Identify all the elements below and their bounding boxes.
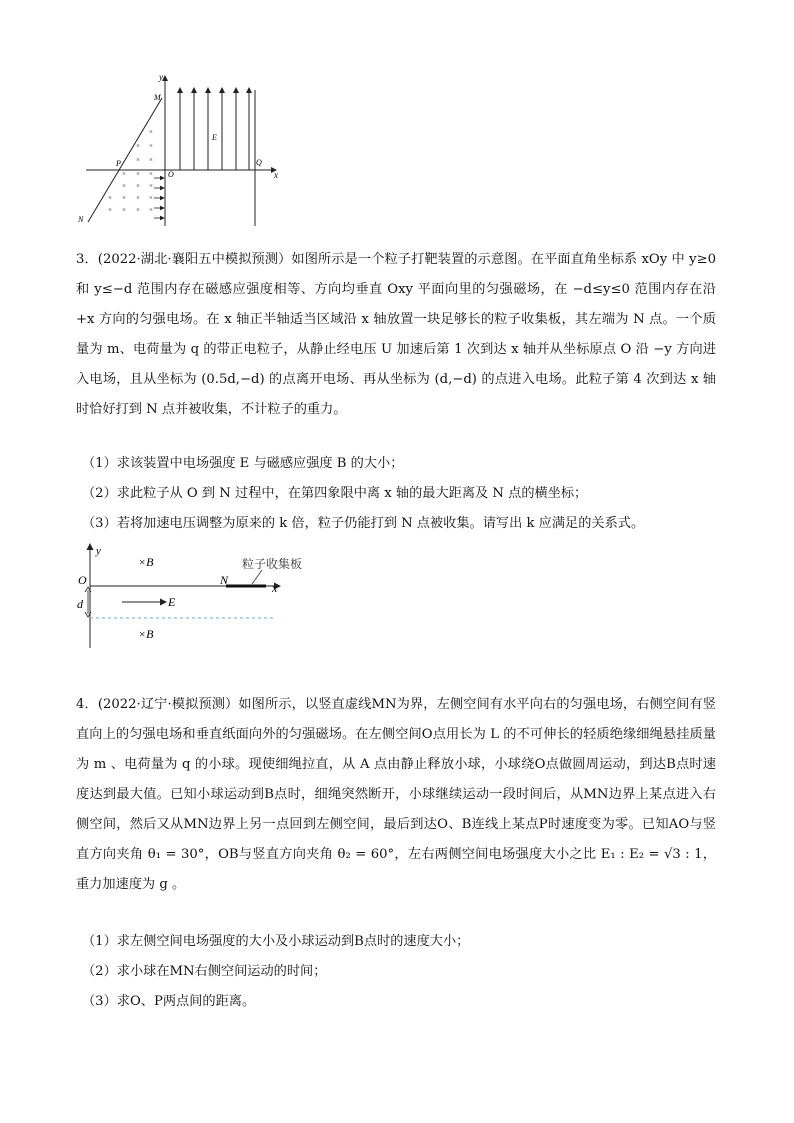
svg-text:×: ×: [136, 182, 140, 190]
label-n-2: N: [220, 573, 229, 587]
label-o-2: O: [78, 573, 87, 587]
problem-4-question-2: （2）求小球在MN右侧空间运动的时间；: [82, 964, 327, 979]
label-p: P: [116, 159, 121, 168]
label-b-top: ×B: [138, 555, 154, 569]
svg-text:×: ×: [136, 194, 140, 202]
field-arrows-up: [180, 88, 249, 170]
svg-text:×: ×: [149, 182, 153, 190]
svg-text:×: ×: [122, 194, 126, 202]
label-e-2: E: [168, 595, 176, 609]
figure-field-diagram: [74, 70, 284, 230]
label-d: d: [77, 597, 83, 611]
magnetic-field-crosses: [108, 128, 153, 214]
problem-3-text: 3．(2022·湖北·襄阳五中模拟预测）如图所示是一个粒子打靶装置的示意图。在平面直角坐标系 xOy 中 y≥0和 y≤−d 范围内存在磁感应强度相等、方向均垂直 Oxy 平面向里的匀强磁场，在 −d≤y≤0 范围内存在沿 +x 方向的匀强电场。在 x 轴正半轴适当区域沿 x 轴放置一块足够长的粒子收集板，其左端为 N 点。一个质量为 m、电荷量为 q 的带正电粒子，从静止经电压 U 加速后第 1 次到达 x 轴并从坐标原点 O 沿 −y 方向进入电场，且从坐标为 (0.5d,−d) 的点离开电场、再从坐标为 (d,−d) 的点进入电场。此粒子第 4 次到达 x 轴时恰好打到 N 点并被收集，不计粒子的重力。: [76, 252, 716, 417]
figure-target-device: [74, 540, 303, 650]
svg-text:×: ×: [149, 170, 153, 178]
problem-3-question-1: （1）求该装置中电场强度 E 与磁感应强度 B 的大小；: [82, 456, 404, 471]
svg-text:×: ×: [149, 128, 153, 136]
svg-text:×: ×: [136, 206, 140, 214]
svg-text:×: ×: [122, 206, 126, 214]
label-b-bottom: ×B: [138, 627, 154, 641]
label-x-2: x: [272, 581, 278, 595]
label-x: x: [274, 170, 278, 180]
problem-4-question-3: （3）求O、P两点间的距离。: [82, 994, 256, 1009]
svg-text:×: ×: [108, 206, 112, 214]
problem-3-question-2: （2）求此粒子从 O 到 N 过程中，在第四象限中离 x 轴的最大距离及 N 点的横坐标；: [82, 486, 588, 501]
board-pointer: [252, 570, 262, 584]
problem-4-text: 4．(2022·辽宁·模拟预测）如图所示，以竖直虚线MN为界，左侧空间有水平向右的匀强电场，右侧空间有竖直向上的匀强电场和垂直纸面向外的匀强磁场。在左侧空间O点用长为 L 的不可伸长的轻质绝缘细绳悬挂质量为 m 、电荷量为 q 的小球。现使细绳拉直，从 A 点由静止释放小球，小球绕O点做圆周运动，到达B点时速度达到最大值。已知小球运动到B点时，细绳突然断开，小球继续运动一段时间后，从MN边界上某点进入右侧空间，然后又从MN边界上另一点回到左侧空间，最后到达O、B连线上某点P时速度变为零。已知AO与竖直方向夹角 θ₁ = 30°，OB与竖直方向夹角 θ₂ = 60°，左右两侧空间电场强度大小之比 E₁ : E₂ = √3 : 1，重力加速度为 g 。: [76, 697, 716, 892]
field-arrows-right: [154, 178, 164, 218]
svg-text:×: ×: [122, 182, 126, 190]
svg-text:×: ×: [136, 142, 140, 150]
problem-3-question-3: （3）若将加速电压调整为原来的 k 倍，粒子仍能打到 N 点被收集。请写出 k 应满足的关系式。: [82, 516, 645, 531]
label-m: M: [154, 93, 161, 102]
svg-text:×: ×: [122, 170, 126, 178]
label-e: E: [212, 133, 217, 142]
label-q: Q: [256, 158, 262, 167]
label-y-2: y: [96, 545, 101, 557]
label-o: O: [168, 170, 174, 179]
svg-text:×: ×: [149, 156, 153, 164]
problem-4-question-1: （1）求左侧空间电场强度的大小及小球运动到B点时的速度大小；: [82, 934, 470, 949]
svg-text:×: ×: [136, 170, 140, 178]
svg-text:×: ×: [149, 194, 153, 202]
label-n: N: [78, 215, 84, 224]
svg-text:×: ×: [149, 142, 153, 150]
svg-text:×: ×: [108, 194, 112, 202]
svg-text:×: ×: [136, 156, 140, 164]
label-y: y: [159, 72, 163, 82]
svg-text:×: ×: [149, 206, 153, 214]
board-label: 粒子收集板: [242, 557, 303, 571]
